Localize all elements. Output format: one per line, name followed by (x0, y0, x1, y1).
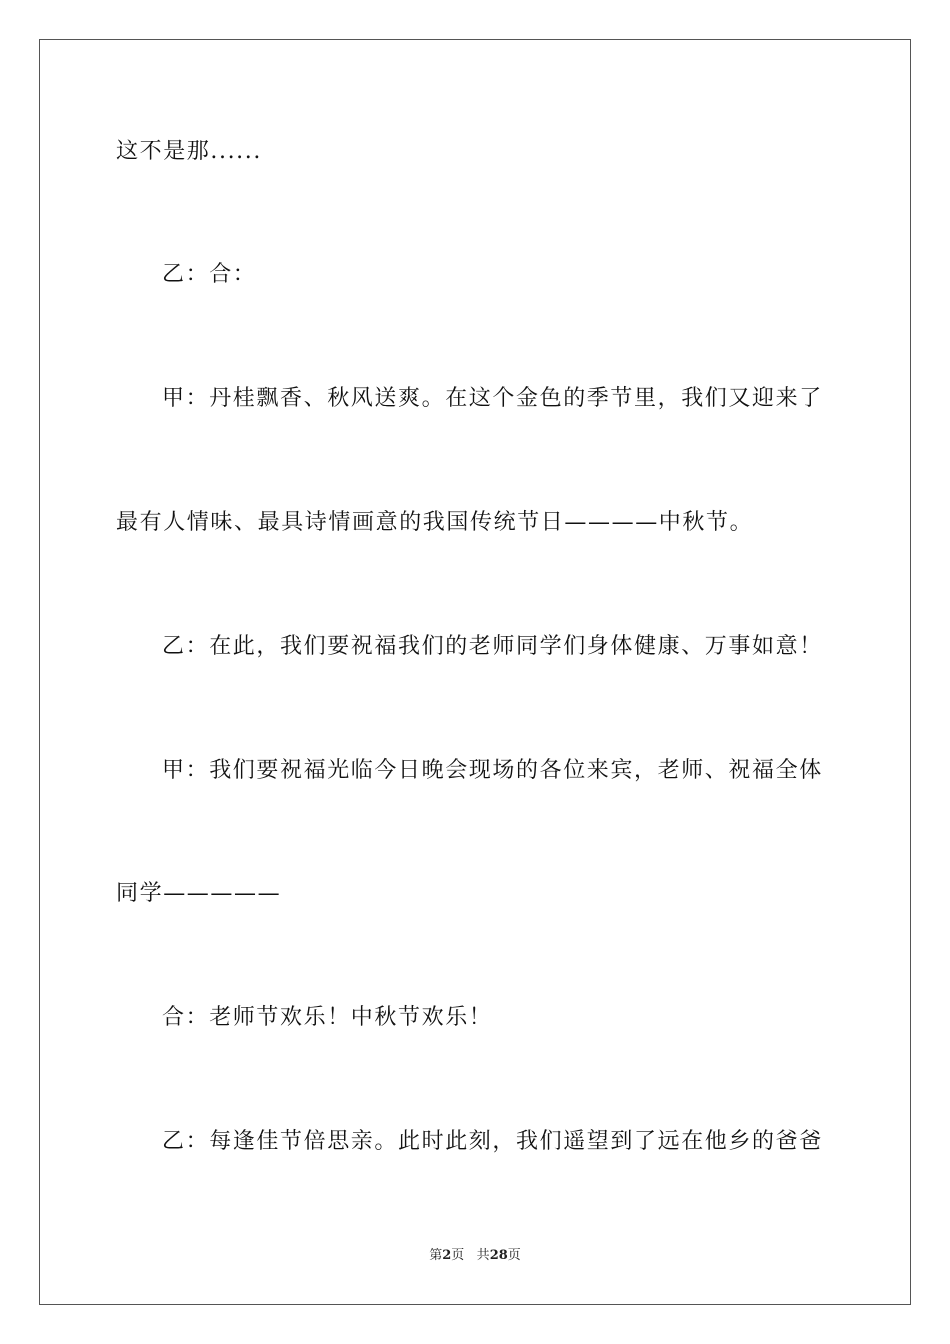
text-line-8: 合：老师节欢乐！中秋节欢乐！ (162, 1005, 493, 1030)
text-line-3: 甲：丹桂飘香、秋风送爽。在这个金色的季节里，我们又迎来了 (162, 386, 823, 411)
page-footer (0, 1247, 950, 1265)
footer-total-prefix: 共 (476, 1248, 490, 1263)
text-line-9: 乙：每逢佳节倍思亲。此时此刻，我们遥望到了远在他乡的爸爸 (162, 1129, 823, 1154)
text-line-2: 乙：合： (162, 262, 257, 287)
page-border (39, 39, 911, 1305)
footer-page-number: 2 (442, 1248, 452, 1263)
footer-page-suffix: 页 (451, 1248, 465, 1263)
footer-page-prefix: 第 (429, 1248, 443, 1263)
text-line-6: 甲：我们要祝福光临今日晚会现场的各位来宾，老师、祝福全体 (162, 758, 823, 783)
text-line-5: 乙：在此，我们要祝福我们的老师同学们身体健康、万事如意！ (162, 634, 823, 659)
text-line-7: 同学————— (116, 881, 282, 906)
footer-total-pages: 28 (489, 1248, 508, 1263)
text-line-1: 这不是那...... (116, 139, 262, 164)
footer-total-suffix: 页 (507, 1248, 521, 1263)
text-line-4: 最有人情味、最具诗情画意的我国传统节日————中秋节。 (116, 510, 754, 535)
